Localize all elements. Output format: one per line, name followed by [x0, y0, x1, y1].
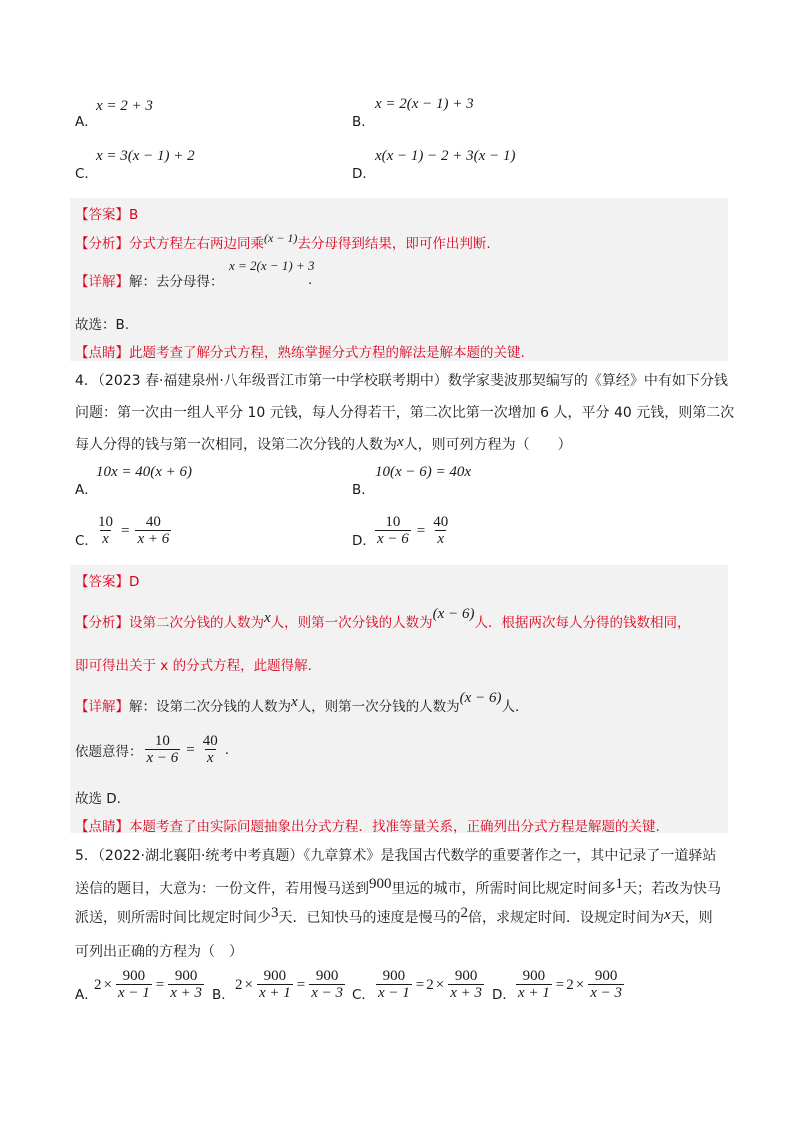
answer-tag: 【答案】 [75, 207, 129, 223]
q4-detail [75, 690, 520, 716]
q4-option-d-equation [373, 514, 452, 548]
q4-option-c-equation [94, 514, 173, 548]
comment-tag: 【点睛】 [75, 345, 129, 361]
q4-line-3-end: 人，则可列方程为（ ） [403, 437, 572, 453]
analysis-math: (x − 1) [264, 231, 298, 245]
q5-text: 天，则 [670, 910, 713, 926]
fraction-numerator: 900 [174, 968, 198, 984]
q4-option-a-equation: 10x = 40(x + 6) [96, 464, 193, 480]
q5-text: 天．已知快马的速度是慢马的 [278, 910, 461, 926]
detail-text: 人，则第一次分钱的人数为 [297, 699, 460, 715]
coefficient: 2 [94, 976, 102, 993]
detail-math: (x − 6) [459, 690, 502, 706]
q5-line-1: 5．（2022·湖北襄阳·统考中考真题）《九章算术》是我国古代数学的重要著作之一，其中记录了一道驿站 [75, 848, 717, 864]
q5-variable: x [664, 907, 671, 923]
equals-sign: = [555, 976, 565, 993]
q3-detail [75, 270, 224, 290]
detail-text: 解：设第二次分钱的人数为 [129, 699, 291, 715]
q5-line-3 [75, 905, 713, 931]
fraction-numerator: 40 [433, 514, 449, 530]
analysis-text: 人，则第一次分钱的人数为 [270, 615, 433, 631]
coefficient: 2 [235, 976, 243, 993]
equals-sign: = [416, 522, 426, 539]
fraction-denominator: x − 1 [378, 985, 410, 1001]
q4-analysis [75, 606, 691, 632]
analysis-text: 即可得出关于 x 的分式方程，此题得解. [75, 658, 312, 674]
fraction-denominator: x + 3 [450, 985, 482, 1001]
option-c-label: C． [75, 166, 98, 182]
answer-value: D [129, 574, 140, 590]
detail-period: . [308, 272, 313, 288]
option-c-equation: x = 3(x − 1) + 2 [96, 148, 195, 164]
times-sign: × [435, 976, 445, 993]
comment-tag: 【点睛】 [75, 819, 129, 835]
equation-period: . [224, 742, 230, 758]
fraction-numerator: 900 [122, 968, 146, 984]
q3-comment [75, 341, 525, 361]
q4-option-b-label: B． [352, 482, 375, 498]
analysis-tag: 【分析】 [75, 615, 129, 631]
fraction-denominator: x − 3 [311, 985, 343, 1001]
q5-line-2 [75, 876, 721, 902]
coefficient: 2 [426, 976, 434, 993]
equation-intro: 依题意得： [75, 744, 143, 760]
fraction-denominator: x + 1 [258, 985, 291, 1001]
analysis-variable: x [264, 610, 271, 626]
detail-text: 人. [501, 699, 520, 715]
fraction-numerator: 10 [154, 733, 170, 749]
q5-option-b-label: B． [212, 987, 235, 1003]
fraction-denominator: x + 6 [137, 531, 170, 547]
fraction-numerator: 900 [315, 968, 339, 984]
q5-text: 倍，求规定时间．设规定时间为 [468, 910, 664, 926]
fraction-denominator: x [206, 750, 214, 766]
equals-sign: = [415, 976, 425, 993]
q5-number: 1 [615, 876, 623, 892]
q4-variable-x: x [397, 434, 404, 450]
equals-sign: = [296, 976, 306, 993]
q4-line-1: 4．（2023 春·福建泉州·八年级晋江市第一中学校联考期中）数学家斐波那契编写的《算经》中有如下分钱 [75, 373, 728, 389]
analysis-math: (x − 6) [432, 606, 475, 622]
detail-variable: x [291, 694, 298, 710]
q5-option-d-label: D． [492, 987, 516, 1003]
times-sign: × [103, 976, 112, 993]
equals-sign: = [155, 976, 165, 993]
q5-number: 3 [271, 905, 279, 921]
fraction-numerator: 10 [98, 514, 113, 530]
q4-conclusion: 故选 D. [75, 791, 121, 807]
comment-text: 本题考查了由实际问题抽象出分式方程．找准等量关系，正确列出分式方程是解题的关键. [129, 819, 660, 835]
detail-text: 解：去分母得： [129, 274, 224, 290]
q4-line-2: 问题：第一次由一组人平分 10 元钱，每人分得若干，第二次比第一次增加 6 人，平分 40 元钱，则第二次 [75, 405, 735, 421]
q4-line-3-text: 每人分得的钱与第一次相同，设第二次分钱的人数为 [75, 437, 397, 453]
detail-math: x = 2(x − 1) + 3 [229, 258, 315, 273]
option-d-equation: x(x − 1) − 2 + 3(x − 1) [375, 148, 516, 164]
analysis-text: 设第二次分钱的人数为 [129, 615, 264, 631]
analysis-text-end: 去分母得到结果，即可作出判断. [297, 236, 491, 252]
q3-analysis [75, 232, 491, 252]
q3-conclusion: 故选：B. [75, 317, 130, 333]
fraction-numerator: 40 [202, 733, 218, 749]
q5-text: 天；若改为快马 [623, 881, 721, 897]
fraction-denominator: x [102, 531, 109, 547]
fraction-numerator: 900 [522, 968, 546, 984]
q5-option-a-equation [94, 968, 206, 1002]
fraction-numerator: 900 [594, 968, 618, 984]
analysis-tag: 【分析】 [75, 236, 129, 252]
fraction-denominator: x − 1 [117, 985, 150, 1001]
q4-answer [75, 570, 139, 590]
q5-text: 里远的城市，所需时间比规定时间多 [391, 881, 616, 897]
fraction-denominator: x [437, 531, 445, 547]
q5-number: 2 [460, 905, 468, 921]
fraction-numerator: 40 [145, 514, 161, 530]
analysis-text: 人．根据两次每人分得的钱数相同， [474, 615, 691, 631]
equals-sign: = [186, 741, 195, 758]
q5-option-d-equation [514, 968, 626, 1002]
fraction-denominator: x − 3 [590, 985, 622, 1001]
option-a-equation: x = 2 + 3 [96, 98, 153, 114]
fraction-denominator: x − 6 [146, 750, 179, 766]
fraction-numerator: 900 [454, 968, 478, 984]
q4-option-c-label: C． [75, 533, 98, 549]
fraction-denominator: x + 1 [518, 985, 550, 1001]
fraction-denominator: x − 6 [377, 531, 409, 547]
option-b-equation: x = 2(x − 1) + 3 [375, 96, 474, 112]
analysis-text: 分式方程左右两边同乘 [129, 236, 264, 252]
q5-number: 900 [369, 876, 392, 892]
q5-option-a-label: A． [75, 987, 98, 1003]
q5-text: 送信的题目，大意为：一份文件，若用慢马送到 [75, 881, 369, 897]
q4-option-b-equation: 10(x − 6) = 40x [375, 464, 472, 480]
comment-text: 此题考查了解分式方程，熟练掌握分式方程的解法是解本题的关键. [129, 345, 525, 361]
coefficient: 2 [566, 976, 574, 993]
q3-answer [75, 203, 138, 223]
option-a-label: A． [75, 114, 98, 130]
times-sign: × [575, 976, 585, 993]
q4-equation [143, 733, 222, 767]
option-d-label: D． [352, 166, 376, 182]
q4-analysis-line-2 [75, 654, 312, 674]
detail-tag: 【详解】 [75, 274, 129, 290]
option-b-label: B． [352, 114, 375, 130]
fraction-denominator: x + 3 [170, 985, 202, 1001]
answer-tag: 【答案】 [75, 574, 129, 590]
detail-tag: 【详解】 [75, 699, 129, 715]
times-sign: × [244, 976, 253, 993]
fraction-numerator: 900 [263, 968, 287, 984]
q4-option-a-label: A． [75, 482, 98, 498]
q5-option-c-label: C． [352, 987, 375, 1003]
q4-equation-line [75, 733, 229, 767]
fraction-numerator: 10 [385, 514, 401, 530]
answer-value: B [129, 207, 139, 223]
q5-line-4: 可列出正确的方程为（ ） [75, 944, 243, 960]
q4-option-d-label: D． [352, 533, 376, 549]
equals-sign: = [121, 522, 130, 539]
q5-option-b-equation [235, 968, 347, 1002]
q4-comment [75, 815, 660, 835]
q5-text: 派送，则所需时间比规定时间少 [75, 910, 271, 926]
fraction-numerator: 900 [382, 968, 406, 984]
q5-option-c-equation [374, 968, 486, 1002]
q4-line-3 [75, 432, 572, 458]
